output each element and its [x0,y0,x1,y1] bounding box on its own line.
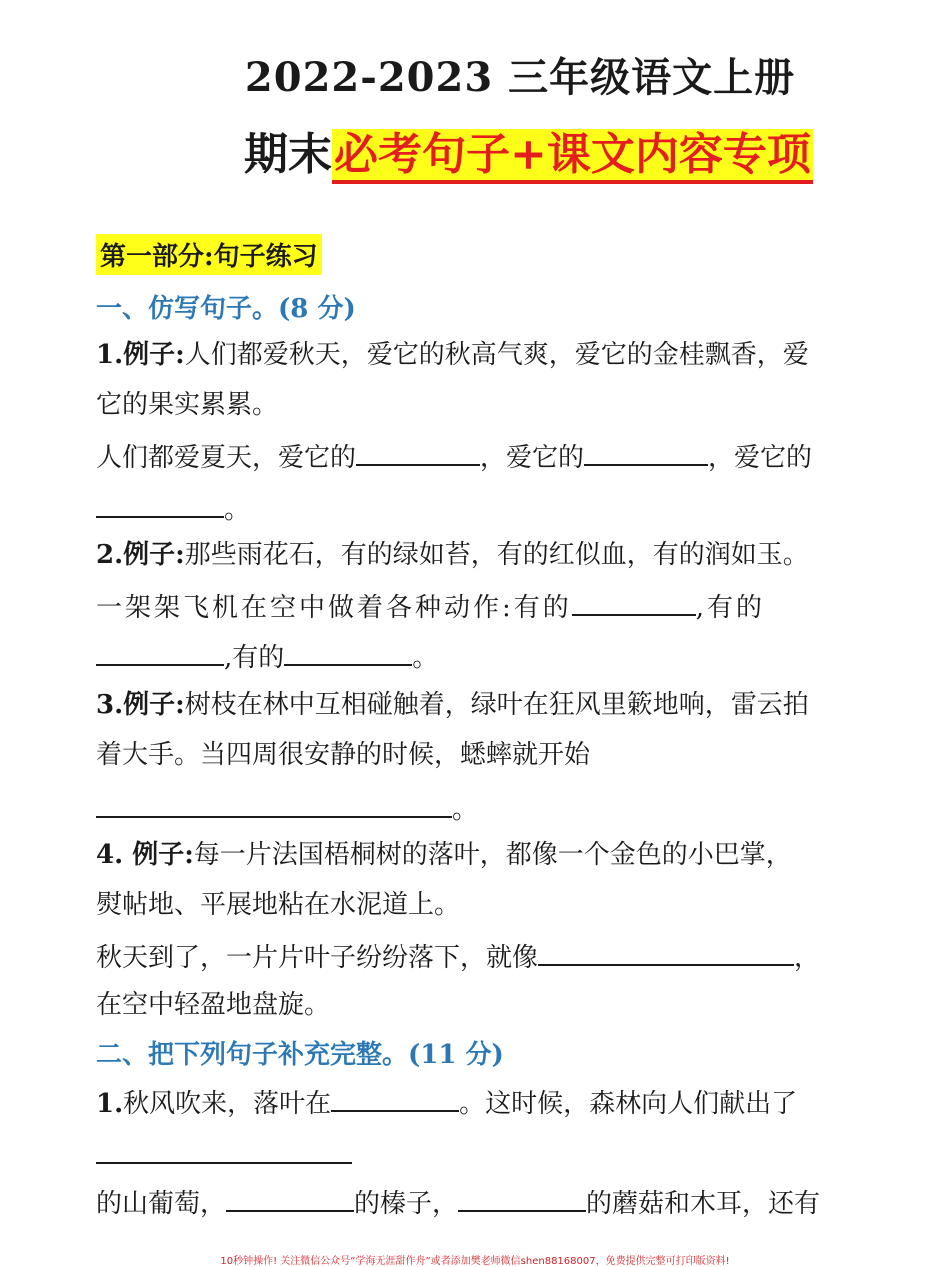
q2-fill-line2 [96,638,860,675]
section-heading-2: 二、把下列句子补充完整。(11 分) [96,1040,504,1070]
q3-line1 [96,688,860,722]
q3-fill-end: 。 [452,795,479,825]
q4-fill-text-a: 秋天到了，一片片叶子纷纷落下，就像 [96,943,539,973]
answer-blank[interactable] [356,438,480,466]
s2-q1-fill-text-a: 秋风吹来，落叶在 [123,1089,332,1119]
q3-number: 3.例子: [96,690,185,720]
answer-blank[interactable] [96,490,224,518]
q4-fill-text-b: ， [794,943,821,973]
q4-line4: 在空中轻盈地盘旋。 [96,990,331,1020]
part-label: 第一部分:句子练习 [96,234,322,275]
q1-fill-line [96,438,860,475]
q1-line1 [96,338,860,372]
s2-q1-number: 1. [96,1089,124,1119]
s2-q1-fill-text-e: 的蘑菇和木耳，还有 [586,1189,821,1219]
q2-fill-line [96,588,860,625]
s2-q1-line3 [96,1184,860,1221]
q2-number: 2.例子: [96,540,185,570]
q2-fill-end: 。 [412,643,439,673]
answer-blank[interactable] [226,1184,354,1212]
q2-fill-text-c: ,有的 [224,643,285,673]
answer-blank[interactable] [96,790,452,818]
answer-blank[interactable] [584,438,708,466]
s2-q1-line2 [96,1136,860,1173]
q4-example-text: 每一片法国梧桐树的落叶，都像一个金色的小巴掌， [193,840,792,870]
answer-blank[interactable] [572,588,696,616]
q4-line1 [96,838,860,872]
s2-q1-fill-text-c: 的山葡萄， [96,1189,227,1219]
q2-example-text: 那些雨花石，有的绿如苔，有的红似血，有的润如玉。 [184,540,809,570]
q4-number: 4. 例子: [96,840,194,870]
answer-blank[interactable] [331,1084,459,1112]
q1-fill-text-a: 人们都爱夏天，爱它的 [96,443,357,473]
document-title-line2 [244,118,813,182]
answer-blank[interactable] [96,1136,352,1164]
q1-number: 1.例子: [96,340,185,370]
q2-fill-text-a: 一架架飞机在空中做着各种动作:有的 [96,593,572,623]
q1-fill-text-b: ，爱它的 [480,443,585,473]
q4-line2: 熨帖地、平展地粘在水泥道上。 [96,890,461,920]
q3-line2: 着大手。当四周很安静的时候，蟋蟀就开始 [96,740,591,770]
document-title-line1: 2022-2023 三年级语文上册 [244,54,796,101]
q1-fill-line2 [96,490,860,527]
q1-fill-text-c: ，爱它的 [708,443,813,473]
q1-fill-end: 。 [224,495,251,525]
answer-blank[interactable] [96,638,224,666]
q2-fill-text-b: ,有的 [695,593,766,623]
title-highlight: 必考句子+课文内容专项 [332,129,813,184]
section-heading-1: 一、仿写句子。(8 分) [96,294,356,324]
title-prefix: 期末 [244,129,332,180]
answer-blank[interactable] [538,938,794,966]
s2-q1-fill-text-d: 的榛子， [354,1189,459,1219]
footer-note: 10秒钟操作! 关注微信公众号“学海无涯甜作舟”或者添加樊老师微信shen88168007，免费提供完整可打印版资料! [220,1256,730,1267]
answer-blank[interactable] [284,638,412,666]
q2-line1 [96,538,860,572]
q3-example-text: 树枝在林中互相碰触着，绿叶在狂风里簌地响，雷云拍 [184,690,809,720]
answer-blank[interactable] [458,1184,586,1212]
q1-example-text: 人们都爱秋天，爱它的秋高气爽，爱它的金桂飘香，爱 [184,340,809,370]
s2-q1-line1 [96,1084,860,1121]
s2-q1-fill-text-b: 。这时候，森林向人们献出了 [459,1089,798,1119]
q1-line2: 它的果实累累。 [96,390,279,420]
q3-fill-line [96,790,860,827]
q4-fill-line [96,938,860,975]
